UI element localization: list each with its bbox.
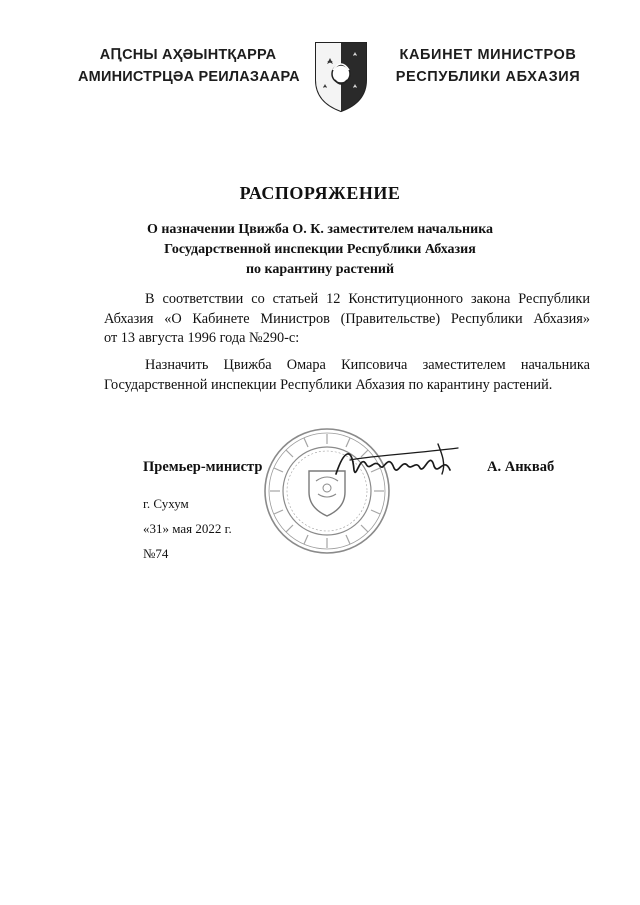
paragraph-line: Государственной инспекции Республики Абхазия по карантину растений.	[104, 376, 553, 393]
paragraph-legal-basis	[104, 290, 590, 349]
paragraph-line: В соответствии со статьей 12 Конституционного закона Республики	[145, 291, 590, 307]
header-right-line1: КАБИНЕТ МИНИСТРОВ	[399, 47, 577, 63]
document-subject	[120, 220, 520, 280]
signer-position: Премьер-министр	[143, 459, 263, 475]
handwritten-signature-icon	[330, 440, 465, 485]
paragraph-appointment	[104, 356, 590, 395]
subject-line: по карантину растений	[245, 262, 395, 277]
document-number: №74	[143, 546, 169, 561]
paragraph-line: Абхазия «О Кабинете Министров (Правительстве) Республики Абхазия»	[104, 310, 590, 327]
document-title: РАСПОРЯЖЕНИЕ	[239, 183, 401, 203]
document-date: «31» мая 2022 г.	[143, 521, 232, 536]
header-right-line2: РЕСПУБЛИКИ АБХАЗИЯ	[395, 69, 581, 85]
header-left-block	[78, 44, 298, 88]
signer-name: А. Анкваб	[487, 459, 555, 475]
header-right-block	[388, 44, 588, 88]
subject-line: Государственной инспекции Республики Абхазия	[164, 242, 476, 257]
document-city: г. Сухум	[143, 496, 189, 511]
coat-of-arms-icon	[313, 40, 369, 114]
paragraph-line: Назначить Цвижба Омара Кипсовича заместителем начальника	[145, 357, 590, 373]
paragraph-line: от 13 августа 1996 года №290-с:	[104, 330, 300, 346]
header-left-line1: АԤСНЫ АҲӘЫНТҚАРРА	[99, 47, 277, 63]
subject-line: О назначении Цвижба О. К. заместителем начальника	[146, 222, 494, 237]
header-left-line2: АМИНИСТРЦӘА РЕИЛАЗААРА	[78, 69, 300, 85]
